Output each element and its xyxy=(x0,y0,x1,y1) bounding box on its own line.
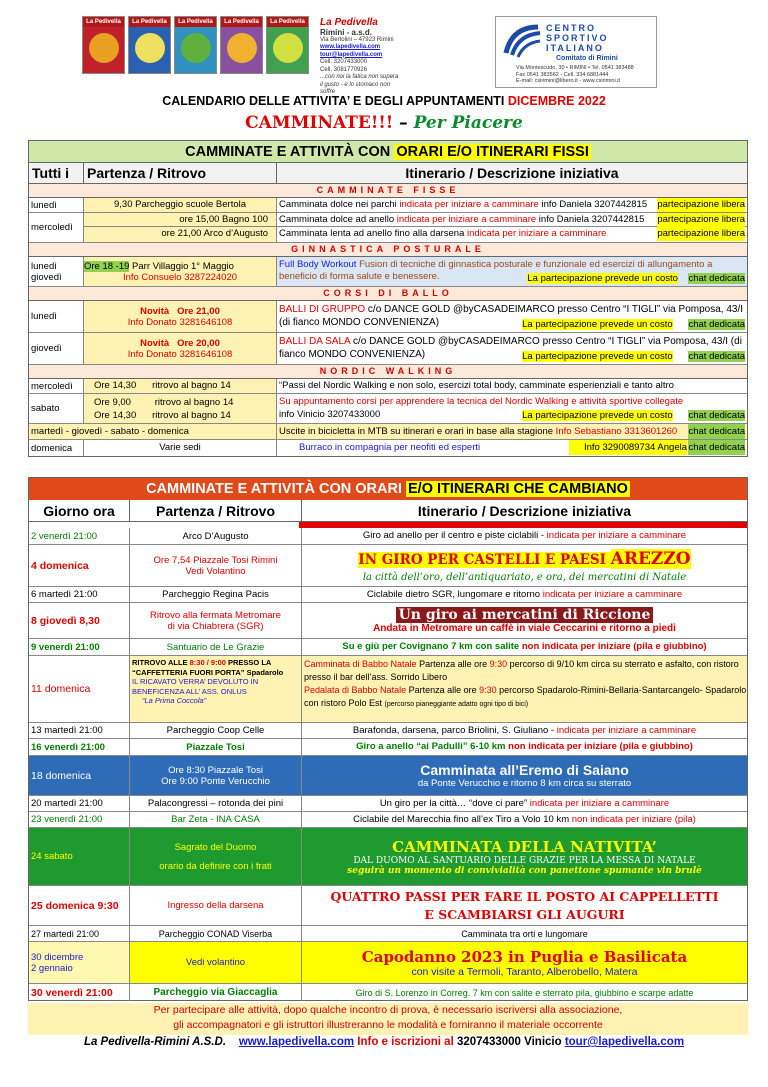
category-ginnastica: GINNASTICA POSTURALE xyxy=(29,243,747,257)
camminate-title: CAMMINATE!!! – Per Piacere xyxy=(245,113,523,133)
table-row: 9 venerdì 21:00 Santuario de Le Grazie Su e giù per Covignano 7 km con salite non indicata per iniziare (pila e giubbino) xyxy=(29,639,747,656)
pedivella-logo-2: La Pedivella xyxy=(128,16,171,74)
footer-web-link[interactable]: www.lapedivella.com xyxy=(238,1036,355,1048)
table-row: mercoledì ore 15,00 Bagno 100 ore 21,00 Arco d’Augusto Camminata dolce ad anello indicata per iniziare a camminare info Daniela 3207442815 partecipazione libera Camminata lenta ad anello fino alla darsena indicata per iniziare a camminare partecipazione libera xyxy=(29,213,747,243)
category-camminate-fisse: CAMMINATE FISSE xyxy=(29,184,747,198)
table-row: 27 martedì 21:00 Parcheggio CONAD Viserba Camminata tra orti e lungomare xyxy=(29,926,747,942)
table-row: 11 domenica RITROVO ALLE 8:30 / 9:00 PRESSO LA “CAFFETTERIA FUORI PORTA” Spadarolo IL RICAVATO VERRA’ DEVOLUTO IN BENEFICENZA ALL’ ASS. ONLUS “La Prima Coccola” Camminata di Babbo Natale Partenza alle ore 9:30 percorso di 9/10 km circa su sterrato e asfalto, con ristoro presso il bar dell’ass. Sorrido Libero Pedalata di Babbo Natale Partenza alle ore 9:30 percorso Spadarolo-Rimini-Bellaria-Santarcangelo- Spadarolo con ristoro Polo Est (percorso pianeggiante adatto ogni tipo di bici) xyxy=(29,656,747,723)
table-row: martedì - giovedì - sabato - domenica Uscite in bicicletta in MTB su itinerari e orari in base alla stagione Info Sebastiano 3313601260 chat dedicata xyxy=(29,424,747,440)
pedivella-email-link[interactable]: tour@lapedivella.com xyxy=(320,51,383,58)
table-row: 16 venerdì 21:00 Piazzale Tosi Giro a anello “ai Padulli” 6-10 km non indicata per iniziare (pila e giubbino) xyxy=(29,739,747,756)
variable-column-headers: Giorno ora Partenza / Ritrovo Itinerario / Descrizione iniziativa xyxy=(29,500,747,522)
table-row: lunedì Novità Ore 21,00 Info Donato 3281646108 BALLI DI GRUPPO c/o DANCE GOLD @byCASADEIMARCO presso Centro “I TIGLI” via Pomposa, 43/I (di fianco MONDO CONVENIENZA) La partecipazione prevede un costo chat dedicata xyxy=(29,301,747,333)
pedivella-logo-3: La Pedivella xyxy=(174,16,217,74)
pedivella-contact: La Pedivella Rimini - a.s.d. Via Bertolini – 47923 Rimini www.lapedivella.com tour@lapedivella.com Cell. 3207433000 Cell. 3081770926 ...con noi la fatica non supera il gusto - e lo stomaco non soffre xyxy=(320,17,399,95)
table-row: lunedì 9,30 Parcheggio scuole Bertola Camminata dolce nei parchi indicata per iniziare a camminare info Daniela 3207442815 partecipazione libera xyxy=(29,198,747,213)
variable-activities-table xyxy=(28,477,748,1001)
footer-email-link[interactable]: tour@lapedivella.com xyxy=(564,1036,685,1048)
table-row: 18 domenica Ore 8:30 Piazzale Tosi Ore 9:00 Ponte Verucchio Camminata all’Eremo di Saiano da Ponte Verucchio e ritorno 8 km circa su sterrato xyxy=(29,756,747,796)
table-row: 20 martedì 21:00 Palacongressi – rotonda dei pini Un giro per la città… “dove ci pare” indicata per iniziare a camminare xyxy=(29,796,747,812)
pedivella-web-link[interactable]: www.lapedivella.com xyxy=(320,44,381,50)
table-row: 13 martedì 21:00 Parcheggio Coop Celle Barafonda, darsena, parco Briolini, S. Giuliano - indicata per iniziare a camminare xyxy=(29,723,747,739)
footer-contact: La Pedivella-Rimini A.S.D. www.lapedivella.com Info e iscrizioni al 3207433000 Vinicio tour@lapedivella.com xyxy=(83,1036,685,1048)
pedivella-logo-4: La Pedivella xyxy=(220,16,263,74)
category-ballo: CORSI DI BALLO xyxy=(29,287,747,301)
table-row: 30 dicembre 2 gennaio Vedi volantino Capodanno 2023 in Puglia e Basilicata con visite a Termoli, Taranto, Alberobello, Matera xyxy=(29,942,747,984)
table-row: 8 giovedì 8,30 Ritrovo alla fermata Metromare di via Chiabrera (SGR) Un giro ai mercatini di Riccione Andata in Metromare un caffè in viale Ceccarini e ritorno a piedi xyxy=(29,603,747,639)
csi-logo: CENTRO SPORTIVO ITALIANO Comitato di Rimini Via Montescudo, 30 • RIMINI • Tel. 0541 383488 Fax 0541 383562 - Cell. 334 6881444 E-mail: csirimini@libero.it - www.csirimini.it xyxy=(495,16,657,88)
table-row: sabato Ore 9,00 ritrovo al bagno 14 Ore 14,30 ritrovo al bagno 14 Su appuntamento corsi per apprendere la tecnica del Nordic Walking e attività sportive collegate info Vinicio 3207433000 La partecipazione prevede un costo chat dedicata xyxy=(29,394,747,424)
pedivella-logo-1: La Pedivella xyxy=(82,16,125,74)
calendar-title: CALENDARIO DELLE ATTIVITA’ E DEGLI APPUNTAMENTI DICEMBRE 2022 xyxy=(162,94,606,108)
pedivella-title: La Pedivella xyxy=(320,17,378,28)
table-row: 2 venerdì 21:00 Arco D’Augusto Giro ad anello per il centro e piste ciclabili - indicata per iniziare a camminare xyxy=(29,528,747,545)
fixed-column-headers: Tutti i Partenza / Ritrovo Itinerario / Descrizione iniziativa xyxy=(29,163,747,184)
table-row: 24 sabato Sagrato del Duomo orario da definire con i frati CAMMINATA DELLA NATIVITA’ DAL DUOMO AL SANTUARIO DELLE GRAZIE PER LA MESSA DI NATALE seguirà un momento di convivialità con panettone spumante vin brulè xyxy=(29,828,747,886)
footer-note: Per partecipare alle attività, dopo qualche incontro di prova, è necessario iscriversi alla associazione, gli accompagnatori e gli istruttori illustreranno le modalità e forniranno il materiale occorrente xyxy=(28,1003,748,1035)
table-row: 25 domenica 9:30 Ingresso della darsena QUATTRO PASSI PER FARE IL POSTO AI CAPPELLETTI E SCAMBIARSI GLI AUGURI xyxy=(29,886,747,926)
table-row: domenica Varie sedi Burraco in compagnia per neofiti ed esperti Info 3290089734 Angela chat dedicata xyxy=(29,440,747,456)
pedivella-logo-5: La Pedivella xyxy=(266,16,309,74)
fixed-activities-table xyxy=(28,140,748,457)
table-row: mercoledì Ore 14,30 ritrovo al bagno 14 “Passi del Nordic Walking e non solo, esercizi total body, camminate esperienziali e tanto altro xyxy=(29,379,747,394)
table-row: giovedì Novità Ore 20,00 Info Donato 3281646108 BALLI DA SALA c/o DANCE GOLD @byCASADEIMARCO presso Centro “I TIGLI” via Pomposa, 43/I (di fianco MONDO CONVENIENZA) La partecipazione prevede un costo chat dedicata xyxy=(29,333,747,365)
csi-mark-icon xyxy=(502,23,542,59)
table-row: 4 domenica Ore 7,54 Piazzale Tosi Rimini Vedi Volantino IN GIRO PER CASTELLI E PAESI AREZZO la città dell’oro, dell’antiquariato, e ora, dei mercatini di Natale xyxy=(29,545,747,587)
fixed-section-title: CAMMINATE E ATTIVITÀ CON ORARI E/O ITINERARI FISSI xyxy=(29,141,747,163)
table-row: lunedì giovedì Ore 18 -19 Parr Villaggio 1° Maggio Info Consuelo 3287224020 Full Body Workout Fusion di tecniche di ginnastica posturale e funzionale ed esercizi di allungamento a beneficio di forma salute e benessere. La partecipazione prevede un costo chat dedicata xyxy=(29,257,747,287)
table-row: 30 venerdì 21:00 Parcheggio via Giaccaglia Giro di S. Lorenzo in Correg. 7 km con salite e sterrato pila, giubbino e scarpe adatte xyxy=(29,984,747,1001)
table-row: 6 martedì 21:00 Parcheggio Regina Pacis Ciclabile dietro SGR, lungomare e ritorno indicata per iniziare a camminare xyxy=(29,587,747,603)
category-nordic: NORDIC WALKING xyxy=(29,365,747,379)
variable-section-title: CAMMINATE E ATTIVITÀ CON ORARI E/O ITINERARI CHE CAMBIANO xyxy=(29,478,747,500)
table-row: 23 venerdì 21:00 Bar Zeta - INA CASA Ciclabile del Marecchia fino all’ex Tiro a Volo 10 km non indicata per iniziare (pila) xyxy=(29,812,747,828)
pedivella-logos xyxy=(82,16,317,74)
